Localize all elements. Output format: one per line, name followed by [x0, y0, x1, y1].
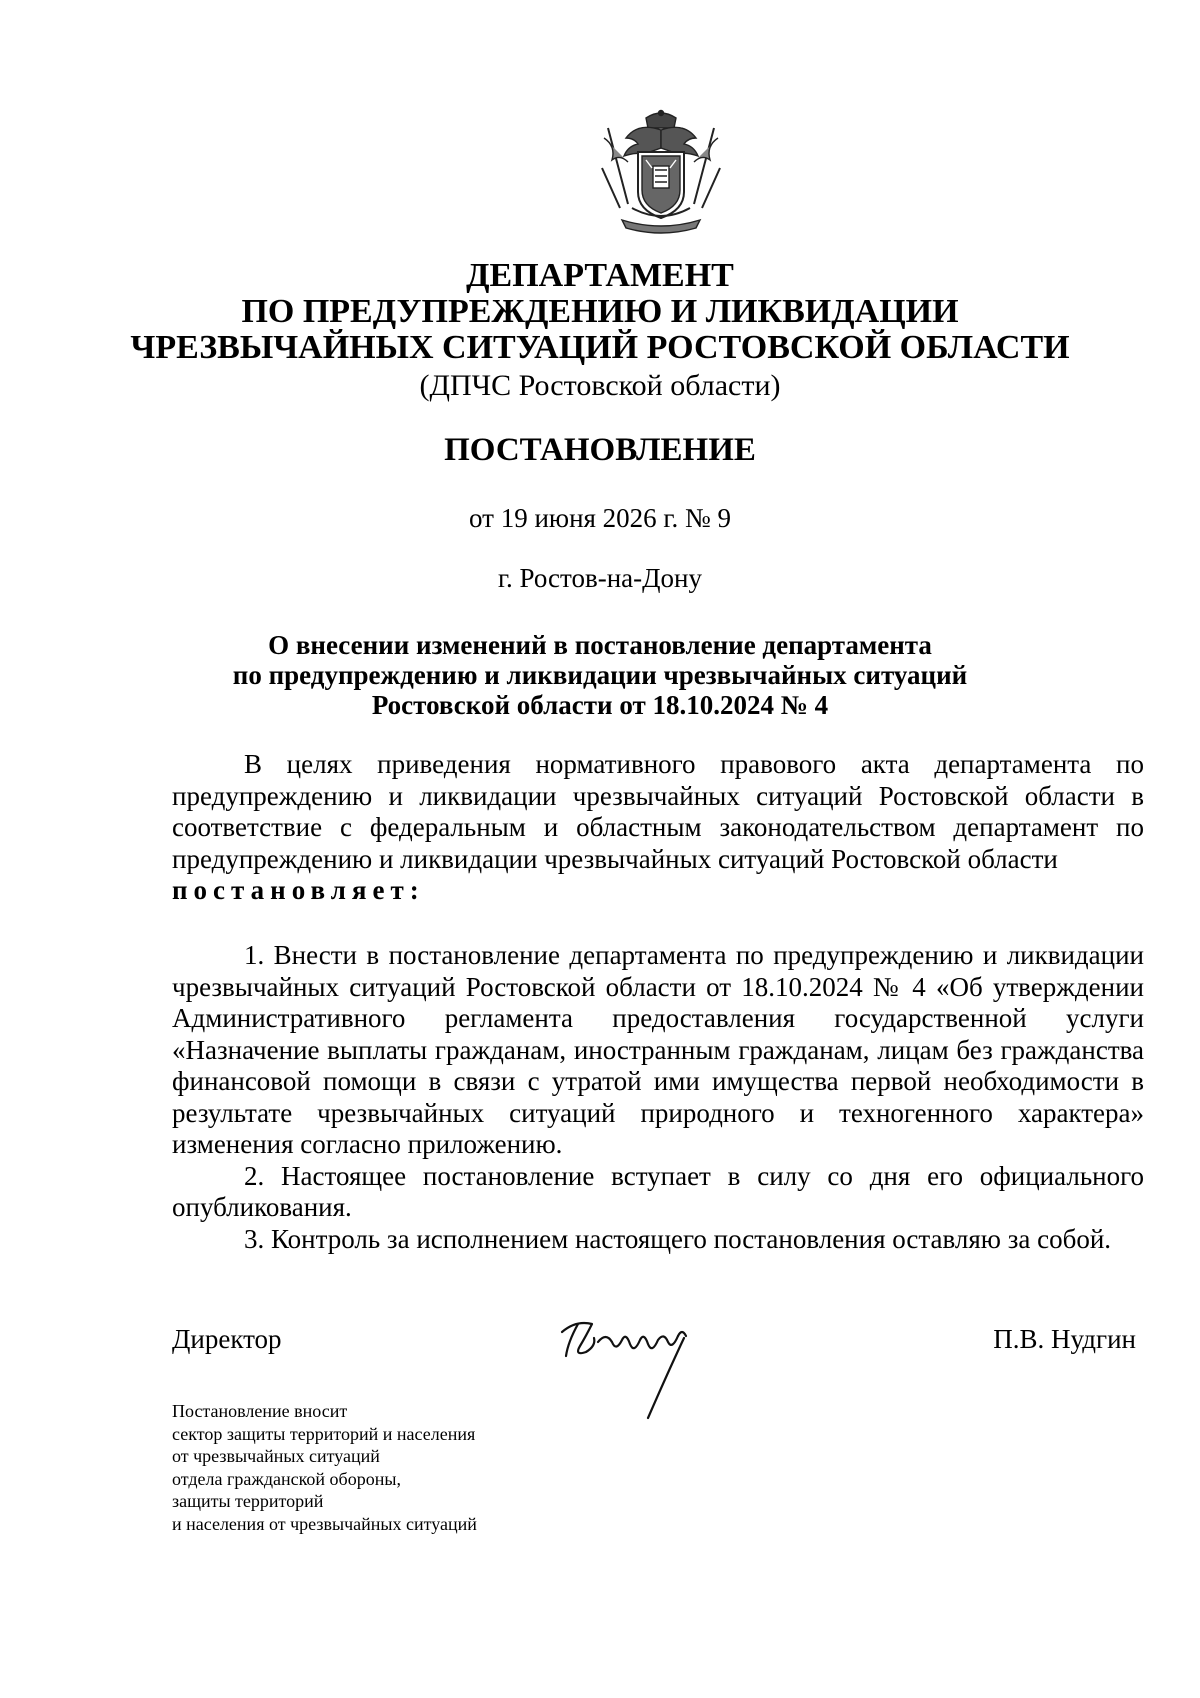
decree-word: постановляет:: [172, 875, 425, 905]
document-place: г. Ростов-на-Дону: [497, 563, 702, 593]
resolution-item: 1. Внести в постановление департамента по предупреждению и ликвидации чрезвычайных ситуаций Ростовской области от 18.10.2024 № 4 «Об утверждении Административного регламента предоставления государственной услуги «Назначение выплаты гражданам, иностранным гражданам, лицам без гражданства финансовой помощи в связи с утратой ими имущества первой необходимости в результате чрезвычайных ситуаций природного и техногенного характера» изменения согласно приложению.: [172, 940, 1144, 1159]
resolution-item: 2. Настоящее постановление вступает в силу со дня его официального опубликования.: [172, 1160, 1144, 1222]
preamble-text: В целях приведения нормативного правового акта департамента по предупреждению и ликвидации чрезвычайных ситуаций Ростовской области в соответствие с федеральным и областным законодательством департамент по предупреждению и ликвидации чрезвычайных ситуаций Ростовской области: [172, 749, 1144, 874]
signatory-name: П.В. Нудгин: [993, 1324, 1136, 1354]
footer-note-line: и населения от чрезвычайных ситуаций: [172, 1513, 477, 1534]
subject-line: О внесении изменений в постановление департамента: [268, 630, 932, 660]
agency-line: ДЕПАРТАМЕНТ: [466, 257, 734, 294]
footer-note-line: Постановление вносит: [172, 1401, 348, 1421]
coat-of-arms-icon: [598, 108, 724, 236]
resolution-item: 3. Контроль за исполнением настоящего постановления оставляю за собой.: [244, 1223, 1112, 1254]
footer-note: [172, 1400, 477, 1535]
subject-line: по предупреждению и ликвидации чрезвычайных ситуаций: [232, 660, 968, 690]
handwritten-signature-icon: [556, 1302, 726, 1432]
agency-line: ЧРЕЗВЫЧАЙНЫХ СИТУАЦИЙ РОСТОВСКОЙ ОБЛАСТИ: [130, 329, 1070, 366]
preamble: [172, 749, 1144, 907]
signatory-title: Директор: [172, 1324, 282, 1354]
agency-line: ПО ПРЕДУПРЕЖДЕНИЮ И ЛИКВИДАЦИИ: [241, 293, 959, 330]
document-type: ПОСТАНОВЛЕНИЕ: [444, 432, 756, 468]
document-date-number: от 19 июня 2026 г. № 9: [469, 503, 731, 533]
footer-note-line: отдела гражданской обороны,: [172, 1468, 401, 1489]
footer-note-line: от чрезвычайных ситуаций: [172, 1446, 380, 1466]
agency-title: [0, 258, 1200, 366]
footer-note-line: сектор защиты территорий и населения: [172, 1423, 476, 1444]
document-subject: [0, 630, 1200, 720]
resolution-items: [172, 940, 1144, 1255]
agency-short-name: (ДПЧС Ростовской области): [419, 369, 781, 402]
subject-line: Ростовской области от 18.10.2024 № 4: [371, 690, 829, 720]
footer-note-line: защиты территорий: [172, 1491, 324, 1511]
